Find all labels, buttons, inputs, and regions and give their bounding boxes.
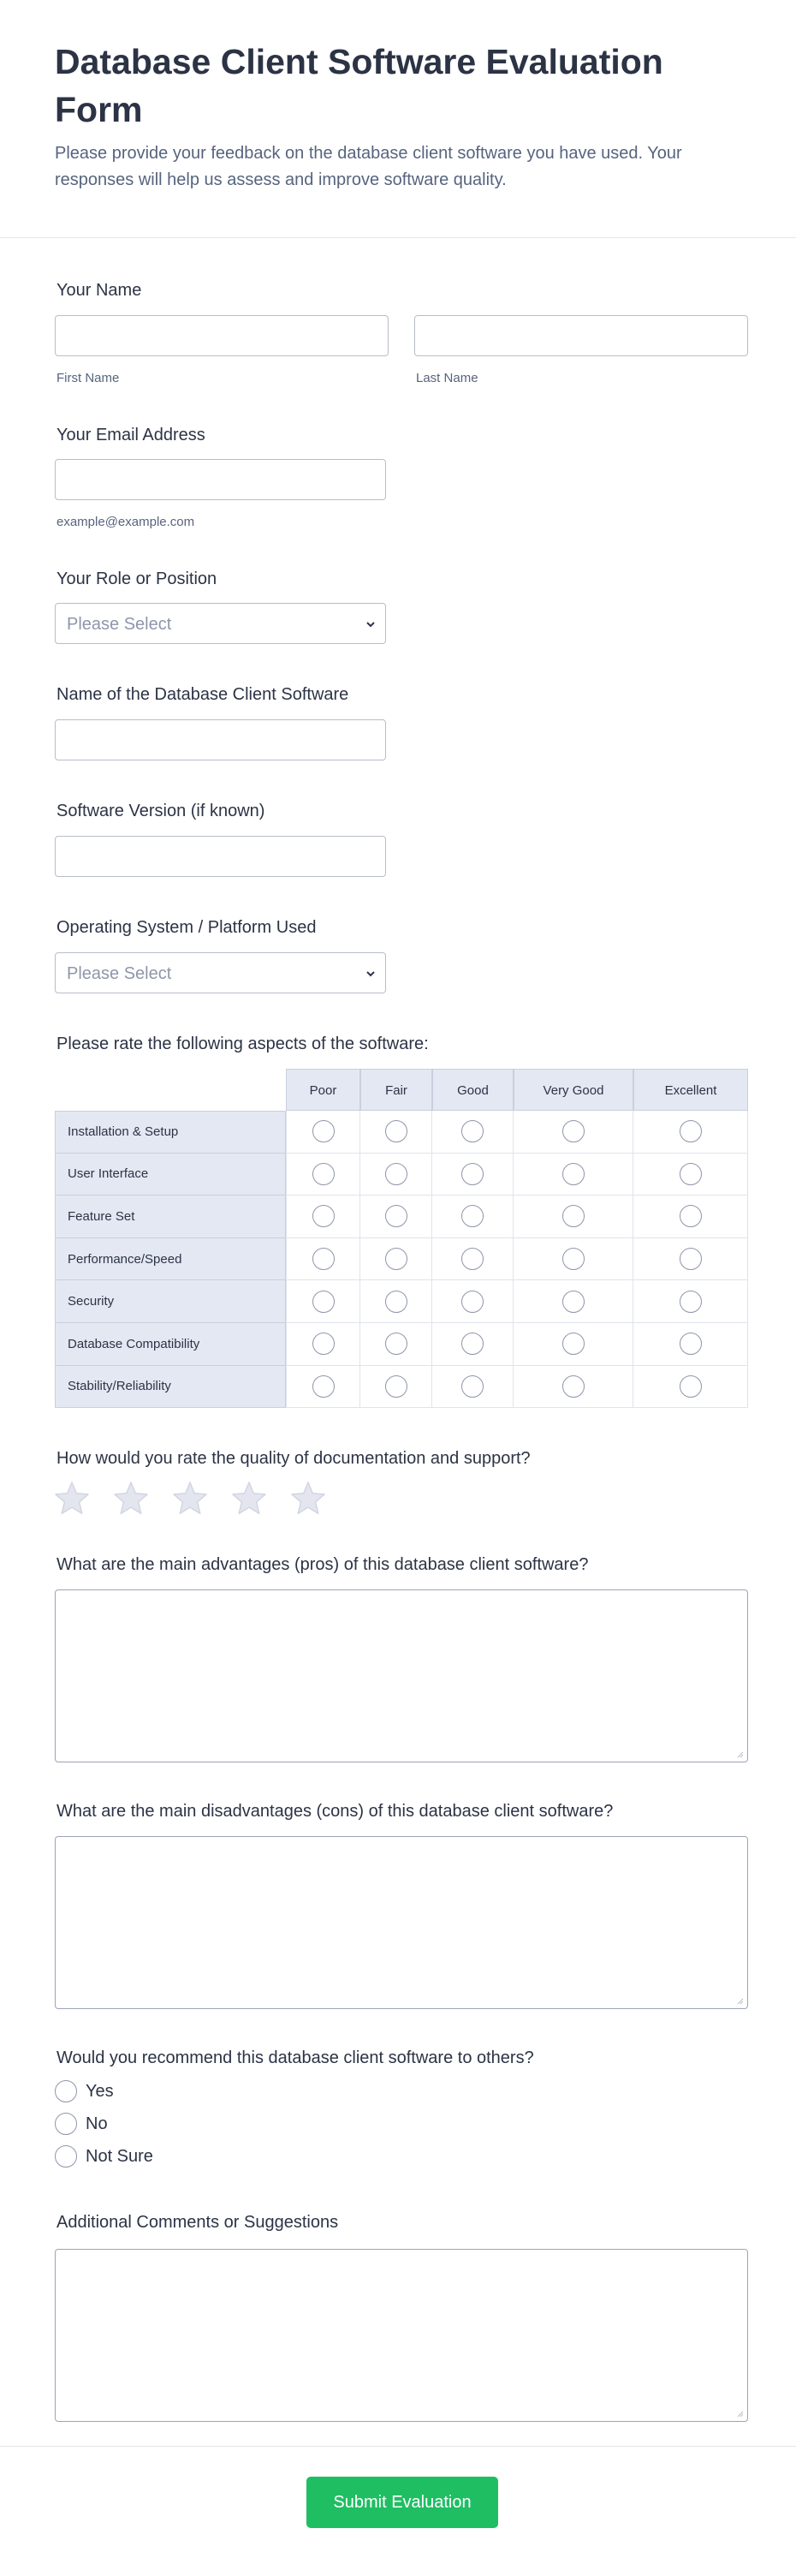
matrix-radio[interactable]: [461, 1163, 484, 1185]
matrix-radio[interactable]: [680, 1248, 702, 1270]
matrix-cell: [514, 1238, 633, 1281]
matrix-radio[interactable]: [562, 1375, 585, 1398]
chevron-down-icon: [365, 968, 377, 980]
role-select-value: Please Select: [67, 615, 172, 634]
recommend-radio[interactable]: [55, 2113, 77, 2135]
matrix-cell: [286, 1366, 360, 1409]
rating-matrix-label: Please rate the following aspects of the software:: [56, 1035, 429, 1053]
software-name-label: Name of the Database Client Software: [56, 685, 349, 704]
email-sublabel: example@example.com: [56, 515, 195, 529]
star-icon[interactable]: [171, 1480, 209, 1518]
cons-textarea[interactable]: [55, 1836, 748, 2009]
matrix-cell: [633, 1366, 748, 1409]
matrix-row-label: Database Compatibility: [55, 1323, 286, 1366]
matrix-cell: [432, 1280, 514, 1323]
matrix-row-label: Feature Set: [55, 1196, 286, 1238]
matrix-row-label: Security: [55, 1280, 286, 1323]
matrix-cell: [360, 1238, 432, 1281]
form-title: Database Client Software Evaluation Form: [55, 42, 663, 129]
matrix-radio[interactable]: [562, 1205, 585, 1227]
matrix-cell: [633, 1111, 748, 1154]
documentation-rating-label: How would you rate the quality of documentation and support?: [56, 1449, 531, 1468]
matrix-row-label: Performance/Speed: [55, 1238, 286, 1281]
matrix-row-label: Stability/Reliability: [55, 1366, 286, 1409]
matrix-cell: [286, 1154, 360, 1196]
matrix-radio[interactable]: [680, 1291, 702, 1313]
matrix-radio[interactable]: [312, 1120, 335, 1142]
matrix-radio[interactable]: [680, 1205, 702, 1227]
matrix-radio[interactable]: [461, 1120, 484, 1142]
os-select[interactable]: [55, 952, 386, 993]
os-label: Operating System / Platform Used: [56, 918, 317, 937]
matrix-cell: [514, 1196, 633, 1238]
matrix-radio[interactable]: [680, 1375, 702, 1398]
software-name-input[interactable]: [55, 719, 386, 760]
matrix-cell: [633, 1238, 748, 1281]
matrix-cell: [432, 1323, 514, 1366]
matrix-radio[interactable]: [562, 1333, 585, 1355]
matrix-radio[interactable]: [312, 1205, 335, 1227]
matrix-cell: [360, 1154, 432, 1196]
version-input[interactable]: [55, 836, 386, 877]
recommend-option[interactable]: [55, 2144, 153, 2168]
matrix-cell: [432, 1366, 514, 1409]
matrix-radio[interactable]: [385, 1120, 407, 1142]
matrix-cell: [286, 1323, 360, 1366]
matrix-radio[interactable]: [312, 1163, 335, 1185]
matrix-radio[interactable]: [385, 1291, 407, 1313]
first-name-sublabel: First Name: [56, 371, 120, 385]
matrix-radio[interactable]: [562, 1120, 585, 1142]
matrix-radio[interactable]: [385, 1333, 407, 1355]
matrix-radio[interactable]: [312, 1333, 335, 1355]
cons-label: What are the main disadvantages (cons) of this database client software?: [56, 1802, 614, 1821]
recommend-option[interactable]: [55, 2112, 108, 2136]
matrix-cell: [432, 1111, 514, 1154]
last-name-sublabel: Last Name: [416, 371, 478, 385]
comments-textarea[interactable]: [55, 2249, 748, 2422]
recommend-radio[interactable]: [55, 2080, 77, 2102]
matrix-row-label: User Interface: [55, 1154, 286, 1196]
recommend-option-label: Yes: [86, 2081, 114, 2101]
version-label: Software Version (if known): [56, 802, 265, 820]
matrix-cell: [514, 1280, 633, 1323]
matrix-cell: [360, 1196, 432, 1238]
matrix-radio[interactable]: [461, 1375, 484, 1398]
matrix-column-header: Fair: [360, 1069, 432, 1111]
matrix-radio[interactable]: [461, 1248, 484, 1270]
recommend-option-label: Not Sure: [86, 2146, 153, 2166]
resize-grip-icon[interactable]: [735, 1996, 744, 2005]
form-header: [0, 0, 796, 238]
matrix-radio[interactable]: [385, 1205, 407, 1227]
pros-label: What are the main advantages (pros) of this database client software?: [56, 1555, 589, 1574]
matrix-radio[interactable]: [680, 1333, 702, 1355]
matrix-radio[interactable]: [385, 1163, 407, 1185]
matrix-cell: [633, 1196, 748, 1238]
matrix-radio[interactable]: [562, 1248, 585, 1270]
matrix-radio[interactable]: [461, 1291, 484, 1313]
recommend-option[interactable]: [55, 2079, 114, 2103]
matrix-cell: [633, 1323, 748, 1366]
submit-button[interactable]: Submit Evaluation: [306, 2477, 498, 2528]
os-select-value: Please Select: [67, 964, 172, 983]
matrix-column-header: Very Good: [514, 1069, 633, 1111]
matrix-column-header: Good: [432, 1069, 514, 1111]
matrix-row-label: Installation & Setup: [55, 1111, 286, 1154]
star-icon[interactable]: [289, 1480, 327, 1518]
email-input[interactable]: [55, 459, 386, 500]
matrix-cell: [286, 1238, 360, 1281]
matrix-radio[interactable]: [312, 1375, 335, 1398]
matrix-cell: [360, 1366, 432, 1409]
matrix-radio[interactable]: [562, 1163, 585, 1185]
recommend-label: Would you recommend this database client software to others?: [56, 2048, 534, 2067]
matrix-cell: [286, 1196, 360, 1238]
first-name-input[interactable]: [55, 315, 389, 356]
matrix-radio[interactable]: [680, 1163, 702, 1185]
matrix-cell: [633, 1154, 748, 1196]
resize-grip-icon[interactable]: [735, 2409, 744, 2418]
matrix-radio[interactable]: [385, 1375, 407, 1398]
matrix-cell: [633, 1280, 748, 1323]
matrix-cell: [514, 1323, 633, 1366]
matrix-cell: [286, 1280, 360, 1323]
star-icon[interactable]: [230, 1480, 268, 1518]
matrix-cell: [514, 1366, 633, 1409]
matrix-cell: [432, 1196, 514, 1238]
matrix-radio[interactable]: [680, 1120, 702, 1142]
resize-grip-icon[interactable]: [735, 1750, 744, 1758]
matrix-cell: [360, 1111, 432, 1154]
matrix-radio[interactable]: [385, 1248, 407, 1270]
matrix-cell: [432, 1154, 514, 1196]
form-subtitle: Please provide your feedback on the database client software you have used. Your responses will help us assess and improve software quality.: [55, 144, 682, 189]
chevron-down-icon: [365, 618, 377, 630]
matrix-column-header: Poor: [286, 1069, 360, 1111]
role-label: Your Role or Position: [56, 569, 217, 588]
matrix-cell: [360, 1280, 432, 1323]
matrix-radio[interactable]: [312, 1291, 335, 1313]
pros-textarea[interactable]: [55, 1589, 748, 1762]
matrix-radio[interactable]: [461, 1205, 484, 1227]
email-label: Your Email Address: [56, 426, 205, 444]
star-rating: [53, 1480, 348, 1518]
matrix-cell: [360, 1323, 432, 1366]
recommend-radio[interactable]: [55, 2145, 77, 2168]
matrix-cell: [432, 1238, 514, 1281]
matrix-cell: [514, 1111, 633, 1154]
matrix-radio[interactable]: [461, 1333, 484, 1355]
star-icon[interactable]: [53, 1480, 91, 1518]
star-icon[interactable]: [112, 1480, 150, 1518]
matrix-cell: [286, 1111, 360, 1154]
last-name-input[interactable]: [414, 315, 748, 356]
recommend-option-label: No: [86, 2114, 108, 2133]
name-label: Your Name: [56, 281, 142, 300]
role-select[interactable]: [55, 603, 386, 644]
matrix-radio[interactable]: [312, 1248, 335, 1270]
matrix-radio[interactable]: [562, 1291, 585, 1313]
comments-label: Additional Comments or Suggestions: [56, 2213, 339, 2232]
rating-matrix: [55, 1069, 748, 1408]
matrix-cell: [514, 1154, 633, 1196]
matrix-column-header: Excellent: [633, 1069, 748, 1111]
